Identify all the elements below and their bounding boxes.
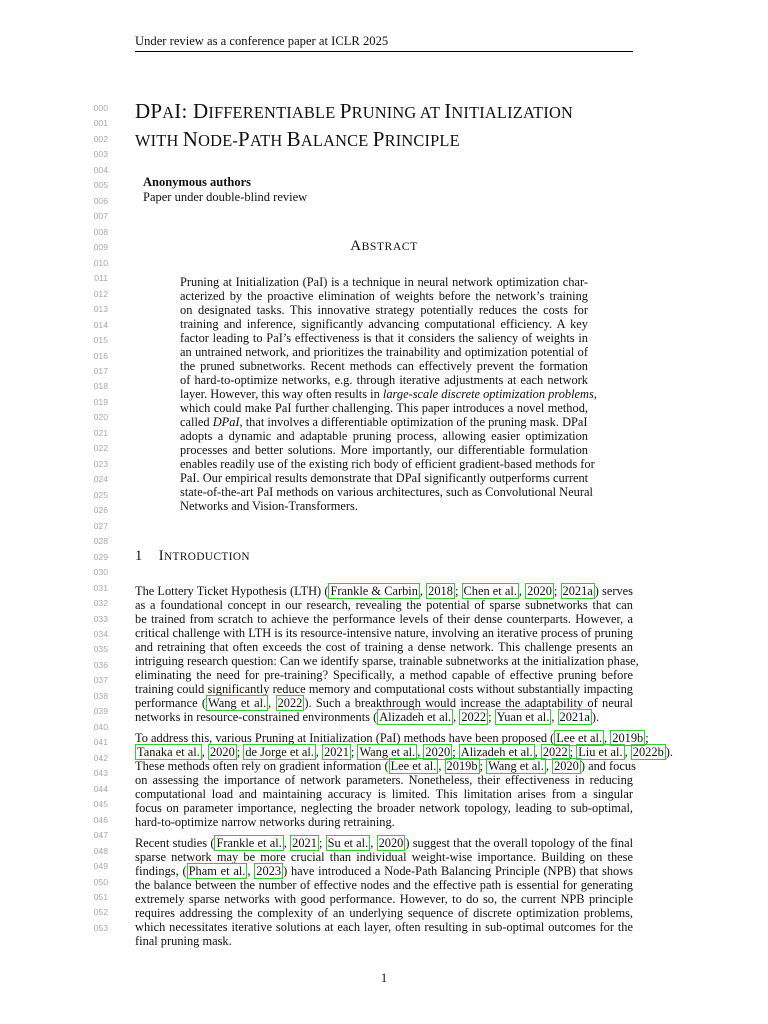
body-line: hard-to-optimize narrow networks during retraining. bbox=[135, 815, 395, 829]
body-line: To address this, various Pruning at Initialization (PaI) methods have been proposed ( Lee et al. , 2019b ; bbox=[135, 731, 649, 745]
author-block bbox=[143, 175, 307, 205]
citation-link[interactable]: Frankle et al. bbox=[216, 836, 282, 850]
line-number: 026 bbox=[93, 505, 108, 516]
line-number: 004 bbox=[93, 164, 108, 175]
citation-link[interactable]: 2020 bbox=[527, 584, 552, 598]
abstract-line: called DPaI, that involves a differentiable optimization of the pruning mask. DPaI bbox=[180, 415, 588, 429]
line-number: 003 bbox=[93, 149, 108, 160]
page-number: 1 bbox=[380, 971, 388, 985]
body-line: the balance between the number of effective nodes and the effective path is essential for generating bbox=[135, 878, 633, 892]
body-line: sparse network may be more crucial than individual weight-wise importance. Building on these bbox=[135, 850, 633, 864]
citation-link[interactable]: Frankle & Carbin bbox=[330, 584, 418, 598]
citation-link[interactable]: Alizadeh et al. bbox=[460, 745, 533, 759]
citation-link[interactable]: 2023 bbox=[256, 864, 282, 878]
line-number: 039 bbox=[93, 706, 108, 717]
line-number: 040 bbox=[93, 721, 108, 732]
abstract-line: on designated tasks. This innovative strategy potentially reduces the costs for bbox=[180, 303, 588, 317]
line-number: 000 bbox=[93, 103, 108, 113]
body-line: findings, ( Pham et al. , 2023 ) have introduced a Node-Path Balancing Principle (NPB) that shows bbox=[135, 864, 634, 878]
abstract-line: state-of-the-art PaI methods on various architectures, such as Convolutional Neural bbox=[180, 485, 593, 499]
abstract-line: an untrained network, and prioritizes the trainability and optimization potential of bbox=[180, 345, 588, 359]
line-number: 045 bbox=[93, 799, 108, 810]
line-number: 015 bbox=[93, 335, 108, 346]
body-line: extremely sparse networks with good performance. However, to do so, the current NPB principle bbox=[135, 892, 633, 906]
body-line: on assessing the importance of network parameters. Nonetheless, their effectiveness in reducing bbox=[135, 773, 633, 787]
line-number: 016 bbox=[93, 350, 108, 361]
body-line: focus on parameter importance, neglecting the broader network topology, leading to sub-optimal, bbox=[135, 801, 633, 815]
header-rule bbox=[135, 51, 633, 52]
abstract-line: PaI. Our empirical results demonstrate that DPaI significantly outperforms current bbox=[180, 471, 589, 485]
line-number: 046 bbox=[93, 814, 108, 825]
line-number: 028 bbox=[93, 536, 108, 547]
abstract-line: acterized by the proactive elimination of weights before the network’s training bbox=[180, 289, 588, 303]
line-number: 013 bbox=[93, 304, 108, 315]
line-number: 032 bbox=[93, 598, 108, 609]
line-number: 009 bbox=[93, 242, 108, 253]
line-number: 002 bbox=[93, 133, 108, 144]
citation-link[interactable]: 2020 bbox=[554, 759, 579, 773]
citation-link[interactable]: Yuan et al. bbox=[496, 710, 550, 724]
abstract-line: training and inference, significantly advancing computational efficiency. A key bbox=[180, 317, 588, 331]
line-number: 014 bbox=[93, 319, 108, 330]
line-number: 005 bbox=[93, 180, 108, 191]
abstract-heading: ABSTRACT bbox=[350, 238, 418, 254]
abstract-line: adopts a dynamic and adaptable pruning process, allowing easier optimization bbox=[180, 429, 588, 443]
abstract-line: processes and better solutions. More importantly, our differentiable formulation bbox=[180, 443, 588, 457]
title-line-2: WITH NODE-PATH BALANCE PRINCIPLE bbox=[135, 127, 460, 151]
line-number: 023 bbox=[93, 458, 108, 469]
body-line: computational load and maintaining accuracy is limited. This limitation arises from a singular bbox=[135, 787, 633, 801]
line-number: 024 bbox=[93, 474, 108, 485]
line-number: 007 bbox=[93, 211, 108, 222]
line-number: 051 bbox=[93, 891, 108, 902]
citation-link[interactable]: 2019b bbox=[612, 731, 644, 745]
line-number: 030 bbox=[93, 567, 108, 578]
line-number: 017 bbox=[93, 365, 108, 376]
line-number: 053 bbox=[93, 922, 108, 933]
abstract-line: which could make PaI further challenging. This paper introduces a novel method, bbox=[180, 401, 588, 415]
body-line: and retraining that often exceeds the cost of training a dense network. This challenge presents an bbox=[135, 640, 633, 654]
line-number: 031 bbox=[93, 582, 108, 593]
line-number: 018 bbox=[93, 381, 108, 392]
citation-link[interactable]: 2021 bbox=[292, 836, 317, 850]
citation-link[interactable]: Chen et al. bbox=[463, 584, 517, 598]
body-line: Recent studies ( Frankle et al. , 2021 ; Su et al. , 2020 ) suggest that the overall topology of the final bbox=[135, 836, 634, 850]
line-number: 020 bbox=[93, 412, 108, 423]
line-number: 043 bbox=[93, 768, 108, 779]
line-number: 044 bbox=[93, 783, 108, 794]
citation-link[interactable]: 2019b bbox=[446, 759, 478, 773]
abstract-line: Pruning at Initialization (PaI) is a technique in neural network optimization char- bbox=[180, 275, 588, 289]
citation-link[interactable]: Wang et al. bbox=[488, 759, 544, 773]
citation-link[interactable]: Wang et al. bbox=[359, 745, 416, 759]
line-number: 001 bbox=[93, 118, 108, 129]
body-line: requires addressing the complexity of an underlying sequence of discrete optimization problems, bbox=[135, 906, 633, 920]
line-number: 034 bbox=[93, 628, 108, 639]
running-header: Under review as a conference paper at ICLR 2025 bbox=[135, 34, 389, 48]
line-number: 036 bbox=[93, 659, 108, 670]
body-line: which necessitates iterative solutions at each layer, often resulting in sub-optimal outcomes for the bbox=[135, 920, 633, 934]
citation-link[interactable]: Tanaka et al. bbox=[137, 745, 200, 759]
citation-link[interactable]: 2022b bbox=[632, 745, 664, 759]
citation-link[interactable]: Alizadeh et al. bbox=[379, 710, 452, 724]
line-number: 047 bbox=[93, 830, 108, 841]
line-number: 008 bbox=[93, 226, 108, 237]
line-number: 027 bbox=[93, 520, 108, 531]
citation-link[interactable]: 2022 bbox=[542, 745, 568, 759]
line-number: 010 bbox=[93, 257, 108, 268]
line-number: 011 bbox=[94, 273, 108, 284]
line-number: 049 bbox=[93, 861, 108, 872]
citation-link[interactable]: Wang et al. bbox=[208, 696, 267, 710]
citation-link[interactable]: 2020 bbox=[209, 745, 235, 759]
line-number: 035 bbox=[93, 644, 108, 655]
line-number: 021 bbox=[93, 427, 108, 438]
body-line: be trained from scratch to achieve the performance levels of their dense counterparts. However, a bbox=[135, 612, 633, 626]
abstract-line: of hard-to-optimize networks, e.g. through iterative adjustments at each network bbox=[180, 373, 588, 387]
line-number: 033 bbox=[93, 613, 108, 624]
body-line: training could significantly reduce memory and computational costs without substantially impacting bbox=[135, 682, 633, 696]
body-line: performance ( Wang et al. , 2022 ). Such a breakthrough would increase the adaptability of neural bbox=[135, 696, 633, 710]
body-line: networks in resource-constrained environments ( Alizadeh et al. , 2022 ; Yuan et al. , 2021a ). bbox=[135, 710, 600, 724]
citation-link[interactable]: Pham et al. bbox=[188, 864, 246, 878]
line-number: 022 bbox=[93, 443, 108, 454]
review-note: Paper under double-blind review bbox=[143, 190, 308, 204]
citation-link[interactable]: Lee et al. bbox=[390, 759, 437, 773]
line-number: 052 bbox=[93, 907, 108, 918]
line-number: 037 bbox=[93, 675, 108, 686]
citation-link[interactable]: de Jorge et al. bbox=[245, 745, 314, 759]
citation-link[interactable]: 2021a bbox=[559, 710, 590, 724]
abstract-line: Networks and Vision-Transformers. bbox=[180, 499, 358, 513]
line-number: 038 bbox=[93, 690, 108, 701]
line-number: 029 bbox=[93, 551, 108, 562]
abstract-line: factor leading to PaI’s effectiveness is that it considers the saliency of weights in bbox=[180, 331, 588, 345]
citation-link[interactable]: 2020 bbox=[378, 836, 404, 850]
citation-link[interactable]: 2018 bbox=[428, 584, 453, 598]
citation-link[interactable]: 2021 bbox=[324, 745, 349, 759]
line-number: 050 bbox=[93, 876, 108, 887]
abstract-line: the pruned subnetworks. Recent methods can effectively prevent the formation bbox=[180, 359, 588, 373]
citation-link[interactable]: Lee et al. bbox=[556, 731, 603, 745]
abstract-line: layer. However, this way often results in large-scale discrete optimization problems, bbox=[180, 387, 597, 401]
citation-link[interactable]: 2022 bbox=[277, 696, 303, 710]
citation-link[interactable]: Liu et al. bbox=[578, 745, 623, 759]
line-number: 042 bbox=[93, 752, 108, 763]
paper-title bbox=[135, 98, 573, 154]
line-number: 048 bbox=[93, 845, 108, 856]
title-line-1: DPAI: DIFFERENTIABLE PRUNING AT INITIALIZATION bbox=[135, 99, 574, 123]
section-heading-introduction: 1 INTRODUCTION bbox=[135, 548, 250, 564]
citation-link[interactable]: 2021a bbox=[562, 584, 593, 598]
author-name: Anonymous authors bbox=[143, 175, 252, 189]
line-number: 019 bbox=[93, 396, 108, 407]
body-line: as a foundational concept in our research, revealing the potential of sparse subnetworks that can bbox=[135, 598, 633, 612]
body-line: intriguing research question: Can we identify sparse, trainable subnetworks at the initialization phase, bbox=[135, 654, 639, 668]
body-line: eliminating the need for pre-training? Specifically, a method capable of effective pruning before bbox=[135, 668, 633, 682]
citation-link[interactable]: 2022 bbox=[461, 710, 487, 724]
line-number: 025 bbox=[93, 489, 108, 500]
line-number: 006 bbox=[93, 195, 108, 206]
body-line: The Lottery Ticket Hypothesis (LTH) ( Frankle & Carbin , 2018 ; Chen et al. , 2020 ; 2021a ) serves bbox=[135, 584, 633, 598]
line-number: 012 bbox=[93, 288, 108, 299]
body-line: These methods often rely on gradient information ( Lee et al. , 2019b ; Wang et al. , 2020 ) and focus bbox=[135, 759, 636, 773]
citation-link[interactable]: Su et al. bbox=[327, 836, 369, 850]
body-line: final pruning mask. bbox=[135, 934, 232, 948]
body-line: critical challenge with LTH is its resource-intensive nature, involving an iterative process of pruning bbox=[135, 626, 633, 640]
body-line: Tanaka et al. , 2020 ; de Jorge et al. , 2021 ; Wang et al. , 2020 ; Alizadeh et al. , 2022 ; Liu et al. , 2022b ). bbox=[137, 745, 673, 759]
abstract-line: enables readily use of the existing rich body of efficient gradient-based methods for bbox=[180, 457, 595, 471]
citation-link[interactable]: 2020 bbox=[425, 745, 451, 759]
line-number: 041 bbox=[93, 737, 108, 748]
